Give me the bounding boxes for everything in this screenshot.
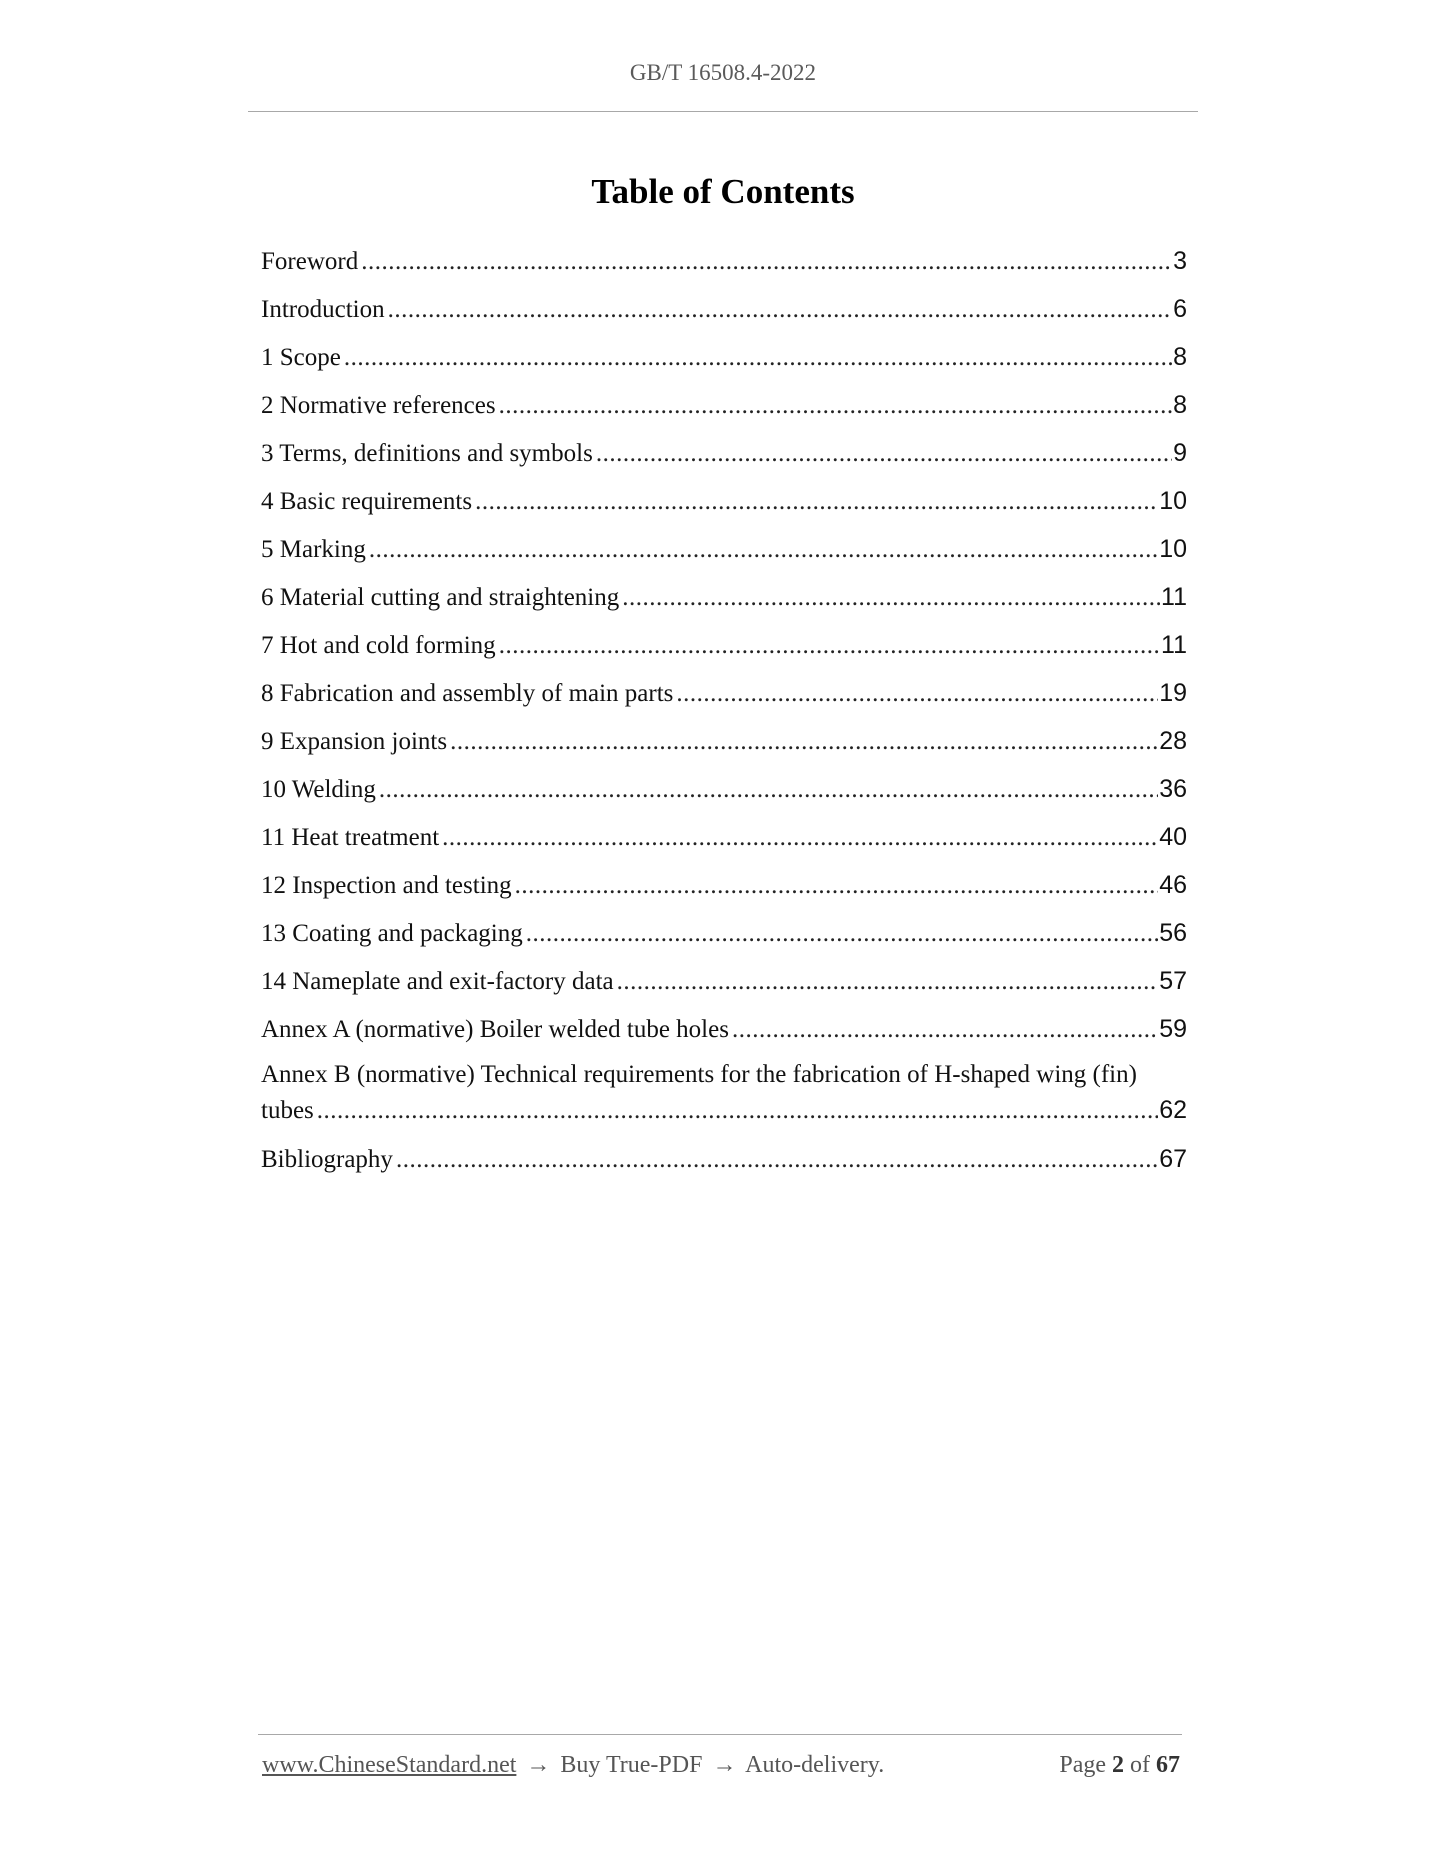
toc-entry-label: 11 Heat treatment — [261, 824, 440, 851]
toc-entry-page: 9 — [1173, 439, 1187, 467]
page-word: Page — [1059, 1752, 1106, 1778]
toc-entry-page: 19 — [1159, 679, 1187, 707]
toc-entry-foreword[interactable] — [261, 241, 1187, 289]
toc-entry-page: 10 — [1159, 535, 1187, 563]
dot-leader — [388, 290, 1173, 330]
toc-entry-label: 3 Terms, definitions and symbols — [261, 440, 593, 467]
dot-leader — [379, 770, 1158, 810]
dot-leader — [361, 242, 1172, 282]
toc-entry-label: 12 Inspection and testing — [261, 872, 512, 899]
toc-entry-page: 59 — [1159, 1015, 1187, 1043]
dot-leader — [369, 530, 1158, 570]
toc-entry-page: 6 — [1173, 295, 1187, 323]
toc-entry-page: 40 — [1159, 823, 1187, 851]
page-total: 67 — [1156, 1752, 1180, 1778]
toc-entry-page: 36 — [1159, 775, 1187, 803]
dot-leader — [515, 866, 1159, 906]
toc-entry-welding[interactable] — [261, 769, 1187, 817]
dot-leader — [499, 626, 1160, 666]
toc-entry-label: 6 Material cutting and straightening — [261, 584, 620, 611]
toc-entry-label: 13 Coating and packaging — [261, 920, 523, 947]
site-link[interactable]: www.ChineseStandard.net — [262, 1752, 517, 1778]
toc-entry-label: Foreword — [261, 248, 359, 275]
toc-entry-label: 9 Expansion joints — [261, 728, 448, 755]
footer-rule — [258, 1734, 1182, 1735]
toc-entry-page: 46 — [1159, 871, 1187, 899]
toc-entry-scope[interactable] — [261, 337, 1187, 385]
toc-entry-label: 4 Basic requirements — [261, 488, 473, 515]
toc-entry-fabrication-assembly[interactable] — [261, 673, 1187, 721]
toc-entry-label: Bibliography — [261, 1146, 393, 1173]
running-header: GB/T 16508.4-2022 — [629, 60, 817, 85]
toc-entry-normative-references[interactable] — [261, 385, 1187, 433]
toc-entry-label: 8 Fabrication and assembly of main parts — [261, 680, 674, 707]
dot-leader — [396, 1140, 1158, 1180]
toc-entry-label: 7 Hot and cold forming — [261, 632, 496, 659]
toc-entry-nameplate[interactable] — [261, 961, 1187, 1009]
toc-entry-inspection[interactable] — [261, 865, 1187, 913]
toc-entry-page: 3 — [1173, 247, 1187, 275]
toc-entry-label: Introduction — [261, 296, 385, 323]
toc-entry-page: 67 — [1159, 1145, 1187, 1173]
dot-leader — [732, 1010, 1158, 1050]
dot-leader — [622, 578, 1160, 618]
arrow-right-icon: → — [526, 1752, 551, 1778]
dot-leader — [596, 434, 1172, 474]
toc-entry-label: 5 Marking — [261, 536, 366, 563]
toc-entry-label: 14 Nameplate and exit-factory data — [261, 968, 614, 995]
toc-entry-page: 28 — [1159, 727, 1187, 755]
toc-entry-coating[interactable] — [261, 913, 1187, 961]
toc-entry-material-cutting[interactable] — [261, 577, 1187, 625]
toc-list — [261, 241, 1187, 1187]
toc-entry-label: 1 Scope — [261, 344, 341, 371]
dot-leader — [499, 386, 1172, 426]
toc-entry-annex-a[interactable] — [261, 1009, 1187, 1057]
buy-text: Buy True-PDF — [560, 1752, 703, 1778]
dot-leader — [526, 914, 1158, 954]
dot-leader — [617, 962, 1159, 1002]
footer-promo — [262, 1752, 884, 1779]
page-current: 2 — [1112, 1752, 1124, 1778]
toc-entry-terms[interactable] — [261, 433, 1187, 481]
dot-leader — [475, 482, 1158, 522]
header-rule — [248, 111, 1198, 112]
arrow-right-icon: → — [712, 1752, 737, 1778]
toc-entry-marking[interactable] — [261, 529, 1187, 577]
toc-entry-annex-b[interactable] — [261, 1057, 1187, 1139]
toc-entry-page: 62 — [1159, 1096, 1187, 1124]
toc-entry-introduction[interactable] — [261, 289, 1187, 337]
toc-entry-label: Annex B (normative) Technical requirements for the fabrication of H-shaped wing (fin) — [261, 1061, 1137, 1088]
toc-entry-forming[interactable] — [261, 625, 1187, 673]
toc-title: Table of Contents — [591, 172, 855, 211]
of-word: of — [1130, 1752, 1150, 1778]
toc-entry-expansion-joints[interactable] — [261, 721, 1187, 769]
toc-entry-label-continued: tubes — [261, 1097, 314, 1124]
toc-entry-page: 10 — [1159, 487, 1187, 515]
toc-entry-page: 11 — [1161, 583, 1187, 611]
toc-entry-bibliography[interactable] — [261, 1139, 1187, 1187]
toc-entry-page: 8 — [1173, 391, 1187, 419]
toc-entry-label: 10 Welding — [261, 776, 376, 803]
toc-entry-label: Annex A (normative) Boiler welded tube holes — [261, 1016, 729, 1043]
dot-leader — [442, 818, 1158, 858]
dot-leader — [450, 722, 1158, 762]
toc-entry-page: 57 — [1159, 967, 1187, 995]
toc-entry-page: 8 — [1173, 343, 1187, 371]
toc-entry-label: 2 Normative references — [261, 392, 496, 419]
page-number — [1059, 1752, 1180, 1779]
delivery-text: Auto-delivery. — [745, 1752, 885, 1778]
dot-leader — [344, 338, 1172, 378]
toc-entry-page: 56 — [1159, 919, 1187, 947]
toc-entry-heat-treatment[interactable] — [261, 817, 1187, 865]
page-footer — [262, 1752, 1180, 1786]
dot-leader — [676, 674, 1158, 714]
dot-leader — [317, 1094, 1158, 1128]
toc-entry-basic-requirements[interactable] — [261, 481, 1187, 529]
toc-entry-page: 11 — [1161, 631, 1187, 659]
